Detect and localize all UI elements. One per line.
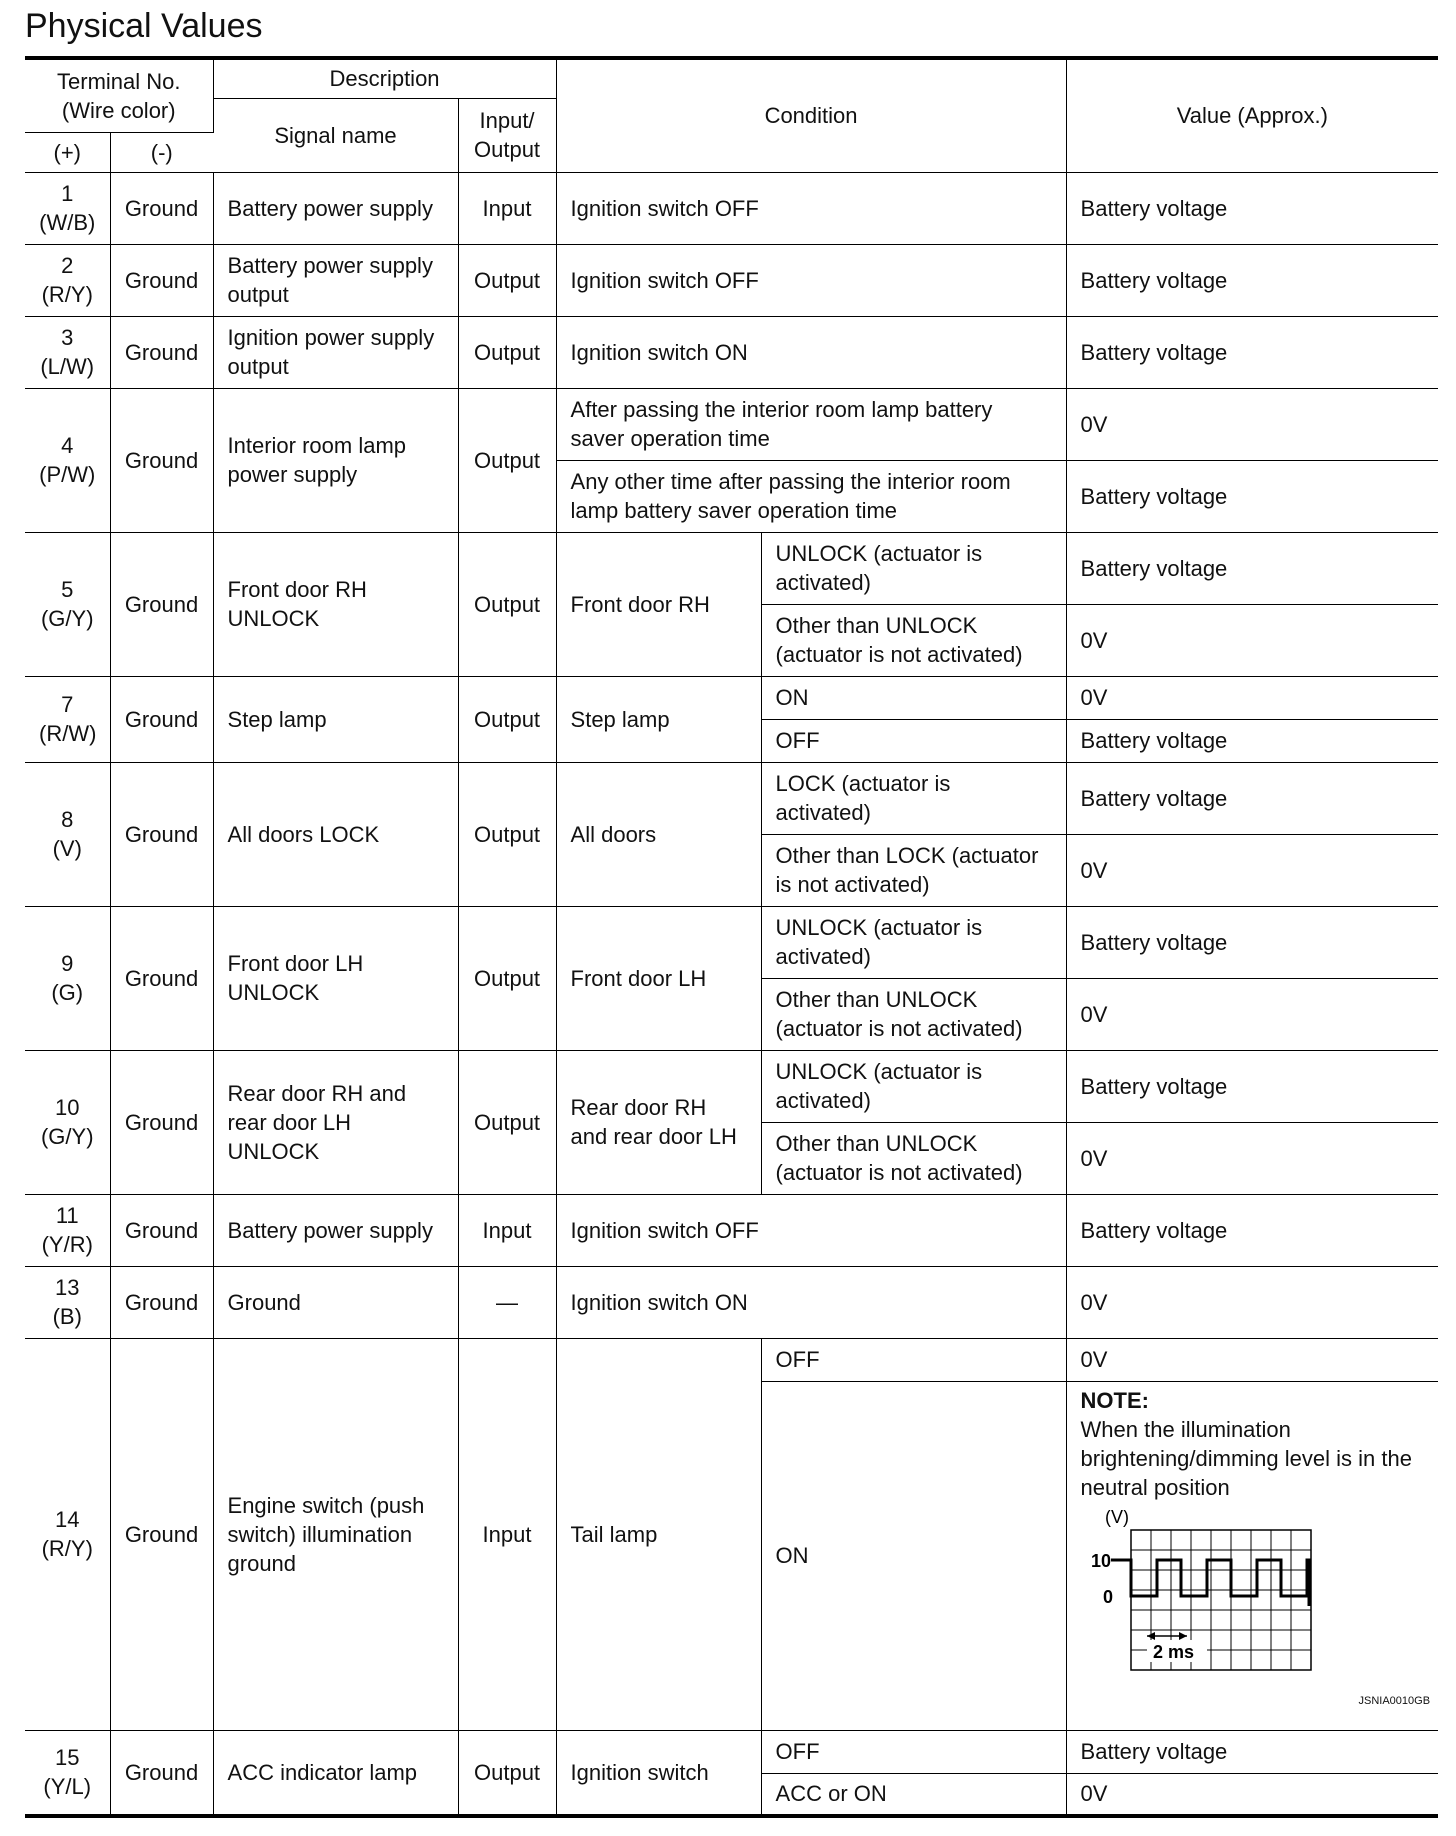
minus-cell: Ground [110,1050,213,1194]
value-cell: 0V [1066,1266,1438,1338]
io-cell: Input [458,1338,556,1730]
value-cell: Battery voltage [1066,172,1438,244]
figure-y-unit: (V) [1104,1509,1129,1527]
condition-cell: Tail lamp [556,1338,761,1730]
figure-y-low: 0 [1102,1586,1113,1607]
minus-cell: Ground [110,244,213,316]
table-row [25,1194,1438,1266]
terminal-cell: 5 (G/Y) [25,532,110,676]
header-plus: (+) [25,132,110,172]
table-row [25,676,1438,719]
table-row [25,906,1438,978]
physical-values-table [25,56,1438,1818]
condition-cell: Ignition switch ON [556,1266,1066,1338]
table-row [25,1050,1438,1122]
condition-cell: Ignition switch OFF [556,1194,1066,1266]
condition-cell: All doors [556,762,761,906]
terminal-cell: 10 (G/Y) [25,1050,110,1194]
header-value: Value (Approx.) [1066,58,1438,172]
header-minus: (-) [110,132,213,172]
value-cell: 0V [1066,1122,1438,1194]
condition-cell: Front door RH [556,532,761,676]
io-cell: Output [458,676,556,762]
terminal-cell: 3 (L/W) [25,316,110,388]
value-cell: Battery voltage [1066,719,1438,762]
io-cell: Output [458,244,556,316]
signal-cell: Front door LH UNLOCK [213,906,458,1050]
minus-cell: Ground [110,1266,213,1338]
value-cell: Battery voltage [1066,316,1438,388]
figure-x-scale: 2 ms [1152,1641,1194,1662]
io-cell: Input [458,172,556,244]
value-cell: 0V [1066,1773,1438,1816]
condition-cell: Step lamp [556,676,761,762]
note-text: When the illumination brightening/dimming level is in the neutral position [1080,1416,1412,1500]
minus-cell: Ground [110,316,213,388]
value-cell: Battery voltage [1066,762,1438,834]
subcondition-cell: UNLOCK (actuator is activated) [761,1050,1066,1122]
minus-cell: Ground [110,532,213,676]
subcondition-cell: ON [761,1381,1066,1730]
table-row [25,1338,1438,1381]
terminal-cell: 15 (Y/L) [25,1730,110,1816]
terminal-cell: 14 (R/Y) [25,1338,110,1730]
io-cell: Output [458,388,556,532]
terminal-cell: 2 (R/Y) [25,244,110,316]
io-cell: Output [458,762,556,906]
signal-cell: Ground [213,1266,458,1338]
minus-cell: Ground [110,762,213,906]
value-cell [1066,1381,1438,1730]
table-row [25,762,1438,834]
minus-cell: Ground [110,388,213,532]
minus-cell: Ground [110,1338,213,1730]
table-row [25,388,1438,460]
io-cell: Output [458,532,556,676]
subcondition-cell: OFF [761,719,1066,762]
signal-cell: ACC indicator lamp [213,1730,458,1816]
value-cell: 0V [1066,388,1438,460]
terminal-cell: 1 (W/B) [25,172,110,244]
header-condition: Condition [556,58,1066,172]
condition-cell: Rear door RH and rear door LH [556,1050,761,1194]
signal-cell: Front door RH UNLOCK [213,532,458,676]
table-row [25,1266,1438,1338]
condition-cell: Any other time after passing the interior room lamp battery saver operation time [556,460,1066,532]
condition-cell: Front door LH [556,906,761,1050]
table-row [25,244,1438,316]
value-cell: 0V [1066,676,1438,719]
signal-cell: Step lamp [213,676,458,762]
io-cell: Output [458,1050,556,1194]
signal-cell: Ignition power supply output [213,316,458,388]
table-row [25,1730,1438,1773]
value-cell: 0V [1066,834,1438,906]
io-cell: Output [458,1730,556,1816]
figure-scale-arrow-right [1179,1632,1187,1640]
minus-cell: Ground [110,906,213,1050]
subcondition-cell: OFF [761,1730,1066,1773]
table-row [25,172,1438,244]
header-description: Description [213,58,556,98]
page-title: Physical Values [25,7,263,45]
value-cell: Battery voltage [1066,244,1438,316]
io-cell: — [458,1266,556,1338]
signal-cell: Rear door RH and rear door LH UNLOCK [213,1050,458,1194]
subcondition-cell: Other than UNLOCK (actuator is not activated) [761,1122,1066,1194]
subcondition-cell: UNLOCK (actuator is activated) [761,532,1066,604]
signal-cell: All doors LOCK [213,762,458,906]
condition-cell: Ignition switch OFF [556,172,1066,244]
subcondition-cell: ON [761,676,1066,719]
header-terminal: Terminal No. (Wire color) [25,58,213,132]
subcondition-cell: UNLOCK (actuator is activated) [761,906,1066,978]
table-row [25,316,1438,388]
terminal-cell: 4 (P/W) [25,388,110,532]
minus-cell: Ground [110,676,213,762]
figure-y-high: 10 [1090,1550,1111,1571]
signal-cell: Battery power supply [213,172,458,244]
value-cell: 0V [1066,1338,1438,1381]
signal-cell: Battery power supply output [213,244,458,316]
terminal-cell: 7 (R/W) [25,676,110,762]
value-cell: Battery voltage [1066,532,1438,604]
subcondition-cell: Other than UNLOCK (actuator is not activated) [761,978,1066,1050]
note-title: NOTE: [1080,1387,1149,1413]
value-cell: Battery voltage [1066,1050,1438,1122]
value-cell: Battery voltage [1066,1730,1438,1773]
header-signal-name: Signal name [213,98,458,172]
terminal-cell: 11 (Y/R) [25,1194,110,1266]
subcondition-cell: LOCK (actuator is activated) [761,762,1066,834]
table-row [25,532,1438,604]
io-cell: Output [458,316,556,388]
minus-cell: Ground [110,1194,213,1266]
minus-cell: Ground [110,172,213,244]
value-cell: 0V [1066,978,1438,1050]
subcondition-cell: OFF [761,1338,1066,1381]
subcondition-cell: Other than LOCK (actuator is not activated) [761,834,1066,906]
io-cell: Output [458,906,556,1050]
condition-cell: Ignition switch OFF [556,244,1066,316]
header-input-output: Input/ Output [458,98,556,172]
value-cell: 0V [1066,604,1438,676]
minus-cell: Ground [110,1730,213,1816]
signal-cell: Interior room lamp power supply [213,388,458,532]
value-cell: Battery voltage [1066,460,1438,532]
signal-cell: Battery power supply [213,1194,458,1266]
condition-cell: After passing the interior room lamp battery saver operation time [556,388,1066,460]
terminal-cell: 8 (V) [25,762,110,906]
signal-cell: Engine switch (push switch) illumination ground [213,1338,458,1730]
subcondition-cell: Other than UNLOCK (actuator is not activated) [761,604,1066,676]
square-wave-trace [1111,1560,1309,1606]
value-cell: Battery voltage [1066,906,1438,978]
figure-id: JSNIA0010GB [1358,1694,1431,1707]
io-cell: Input [458,1194,556,1266]
condition-cell: Ignition switch ON [556,316,1066,388]
terminal-cell: 13 (B) [25,1266,110,1338]
page [25,0,1438,1818]
condition-cell: Ignition switch [556,1730,761,1816]
square-wave-figure [1091,1510,1331,1690]
subcondition-cell: ACC or ON [761,1773,1066,1816]
terminal-cell: 9 (G) [25,906,110,1050]
value-cell: Battery voltage [1066,1194,1438,1266]
